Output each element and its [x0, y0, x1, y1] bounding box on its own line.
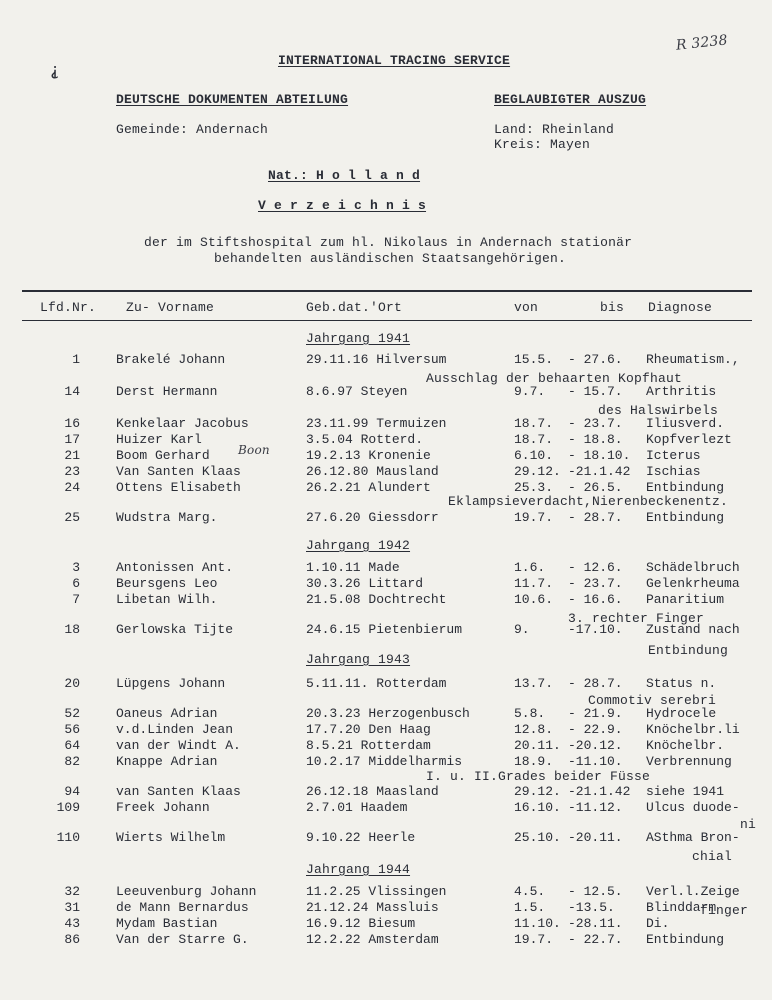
col-header-diag: Diagnose: [648, 300, 713, 315]
row-birth: 1.10.11 Made: [306, 560, 400, 575]
year-heading-1942: Jahrgang 1942: [306, 538, 411, 553]
row-name: Antonissen Ant.: [116, 560, 234, 575]
row-number: 16: [64, 416, 80, 431]
row-from: 15.5.: [514, 352, 554, 367]
org-title: INTERNATIONAL TRACING SERVICE: [278, 53, 511, 68]
row-from: 6.10.: [514, 448, 554, 463]
col-header-nr: Lfd.Nr.: [40, 300, 97, 315]
row-name: Lüpgens Johann: [116, 676, 226, 691]
row-diagnosis: Status n.: [646, 676, 717, 691]
row-diagnosis: Icterus: [646, 448, 701, 463]
row-from: 16.10.: [514, 800, 561, 815]
row-number: 14: [64, 384, 80, 399]
diagnosis-continuation: Commotiv serebri: [588, 693, 717, 708]
row-to: - 23.7.: [568, 416, 623, 431]
diagnosis-continuation: 3. rechter Finger: [568, 611, 705, 626]
row-from: 5.8.: [514, 706, 546, 721]
row-from: 29.12.: [514, 464, 561, 479]
diagnosis-continuation: Eklampsieverdacht,Nierenbeckenentz.: [448, 494, 729, 509]
row-number: 25: [64, 510, 80, 525]
row-birth: 26.2.21 Alundert: [306, 480, 431, 495]
row-name: Leeuvenburg Johann: [116, 884, 257, 899]
row-birth: 23.11.99 Termuizen: [306, 416, 447, 431]
row-to: - 21.9.: [568, 706, 623, 721]
row-from: 18.7.: [514, 416, 554, 431]
row-to: - 23.7.: [568, 576, 623, 591]
row-name: Van Santen Klaas: [116, 464, 241, 479]
row-from: 12.8.: [514, 722, 554, 737]
row-from: 13.7.: [514, 676, 554, 691]
row-birth: 17.7.20 Den Haag: [306, 722, 431, 737]
row-birth: 26.12.18 Maasland: [306, 784, 439, 799]
row-name: v.d.Linden Jean: [116, 722, 234, 737]
row-diagnosis: Iliusverd.: [646, 416, 725, 431]
row-birth: 10.2.17 Middelharmis: [306, 754, 463, 769]
diagnosis-continuation: I. u. II.Grades beider Füsse: [426, 769, 651, 784]
col-header-geb: Geb.dat.'Ort: [306, 300, 403, 315]
row-from: 1.6.: [514, 560, 546, 575]
row-from: 19.7.: [514, 932, 554, 947]
diagnosis-continuation: chial: [692, 849, 733, 864]
row-number: 21: [64, 448, 80, 463]
row-from: 11.7.: [514, 576, 554, 591]
row-to: -17.10.: [568, 622, 623, 637]
row-diagnosis: Ulcus duode-: [646, 800, 740, 815]
row-birth: 12.2.22 Amsterdam: [306, 932, 439, 947]
row-number: 7: [72, 592, 80, 607]
row-to: -11.10.: [568, 754, 623, 769]
row-from: 9.7.: [514, 384, 546, 399]
row-diagnosis: Knöchelbr.li: [646, 722, 740, 737]
diagnosis-continuation: Entbindung: [648, 643, 729, 658]
row-to: - 18.10.: [568, 448, 631, 463]
row-diagnosis: Knöchelbr.: [646, 738, 725, 753]
row-name: Gerlowska Tijte: [116, 622, 234, 637]
row-birth: 30.3.26 Littard: [306, 576, 424, 591]
margin-note: R 3238: [675, 32, 729, 54]
row-name: Wudstra Marg.: [116, 510, 218, 525]
row-diagnosis: ASthma Bron-: [646, 830, 740, 845]
row-from: 20.11.: [514, 738, 561, 753]
row-number: 109: [56, 800, 80, 815]
diagnosis-continuation: ni: [740, 817, 757, 832]
dept-title: DEUTSCHE DOKUMENTEN ABTEILUNG: [116, 92, 349, 107]
row-diagnosis: Zustand nach: [646, 622, 740, 637]
row-number: 24: [64, 480, 80, 495]
row-diagnosis: Blinddarm: [646, 900, 717, 915]
year-heading-1941: Jahrgang 1941: [306, 331, 411, 346]
row-to: -11.12.: [568, 800, 623, 815]
row-name: Knappe Adrian: [116, 754, 218, 769]
row-name: Brakelé Johann: [116, 352, 226, 367]
row-number: 32: [64, 884, 80, 899]
row-diagnosis: Verl.l.Zeige: [646, 884, 740, 899]
row-number: 64: [64, 738, 80, 753]
row-number: 94: [64, 784, 80, 799]
row-birth: 24.6.15 Pietenbierum: [306, 622, 463, 637]
row-number: 6: [72, 576, 80, 591]
row-number: 82: [64, 754, 80, 769]
row-birth: 27.6.20 Giessdorr: [306, 510, 439, 525]
row-number: 52: [64, 706, 80, 721]
row-diagnosis: Schädelbruch: [646, 560, 740, 575]
row-name: Mydam Bastian: [116, 916, 218, 931]
row-to: - 28.7.: [568, 676, 623, 691]
diagnosis-continuation: Ausschlag der behaarten Kopfhaut: [426, 371, 683, 386]
row-to: - 28.7.: [568, 510, 623, 525]
row-birth: 2.7.01 Haadem: [306, 800, 408, 815]
kreis: Kreis: Mayen: [494, 137, 591, 152]
year-heading-1944: Jahrgang 1944: [306, 862, 411, 877]
row-diagnosis: Verbrennung: [646, 754, 732, 769]
rule-header: [22, 320, 752, 321]
row-from: 25.3.: [514, 480, 554, 495]
handwritten-correction: Boon: [238, 443, 270, 457]
row-name: Huizer Karl: [116, 432, 202, 447]
row-number: 23: [64, 464, 80, 479]
row-birth: 21.5.08 Dochtrecht: [306, 592, 447, 607]
row-name: de Mann Bernardus: [116, 900, 249, 915]
land: Land: Rheinland: [494, 122, 615, 137]
col-header-bis: bis: [600, 300, 625, 315]
row-name: Kenkelaar Jacobus: [116, 416, 249, 431]
row-birth: 20.3.23 Herzogenbusch: [306, 706, 470, 721]
diagnosis-continuation: finger: [700, 903, 749, 918]
row-number: 43: [64, 916, 80, 931]
diagnosis-continuation: des Halswirbels: [598, 403, 719, 418]
row-to: -20.12.: [568, 738, 623, 753]
row-diagnosis: Rheumatism.,: [646, 352, 740, 367]
row-birth: 5.11.11. Rotterdam: [306, 676, 447, 691]
row-birth: 19.2.13 Kronenie: [306, 448, 431, 463]
row-diagnosis: Kopfverlezt: [646, 432, 732, 447]
row-name: van Santen Klaas: [116, 784, 241, 799]
row-name: Oaneus Adrian: [116, 706, 218, 721]
row-name: Derst Hermann: [116, 384, 218, 399]
row-from: 29.12.: [514, 784, 561, 799]
row-diagnosis: Gelenkrheuma: [646, 576, 740, 591]
row-name: Boom Gerhard: [116, 448, 210, 463]
row-to: -20.11.: [568, 830, 623, 845]
row-name: Van der Starre G.: [116, 932, 249, 947]
row-name: Libetan Wilh.: [116, 592, 218, 607]
row-diagnosis: Di.: [646, 916, 670, 931]
row-to: - 15.7.: [568, 384, 623, 399]
row-diagnosis: siehe 1941: [646, 784, 725, 799]
row-birth: 16.9.12 Biesum: [306, 916, 416, 931]
row-from: 11.10.: [514, 916, 561, 931]
row-birth: 26.12.80 Mausland: [306, 464, 439, 479]
row-from: 18.9.: [514, 754, 554, 769]
row-name: Freek Johann: [116, 800, 210, 815]
row-birth: 9.10.22 Heerle: [306, 830, 416, 845]
row-to: - 12.6.: [568, 560, 623, 575]
row-birth: 8.5.21 Rotterdam: [306, 738, 431, 753]
row-to: - 26.5.: [568, 480, 623, 495]
row-diagnosis: Entbindung: [646, 510, 725, 525]
row-diagnosis: Hydrocele: [646, 706, 717, 721]
row-number: 1: [72, 352, 80, 367]
row-from: 1.5.: [514, 900, 546, 915]
row-number: 56: [64, 722, 80, 737]
list-title: V e r z e i c h n i s: [258, 198, 427, 213]
row-to: - 22.7.: [568, 932, 623, 947]
row-name: Ottens Elisabeth: [116, 480, 241, 495]
row-name: van der Windt A.: [116, 738, 241, 753]
row-to: - 18.8.: [568, 432, 623, 447]
row-diagnosis: Entbindung: [646, 932, 725, 947]
year-heading-1943: Jahrgang 1943: [306, 652, 411, 667]
row-number: 3: [72, 560, 80, 575]
row-to: -13.5.: [568, 900, 615, 915]
row-to: -21.1.42: [568, 464, 631, 479]
description-line-1: der im Stiftshospital zum hl. Nikolaus in Andernach stationär: [144, 235, 633, 250]
col-header-name: Zu- Vorname: [126, 300, 215, 315]
row-name: Beursgens Leo: [116, 576, 218, 591]
cert-title: BEGLAUBIGTER AUSZUG: [494, 92, 647, 107]
row-from: 10.6.: [514, 592, 554, 607]
col-header-von: von: [514, 300, 539, 315]
row-diagnosis: Entbindung: [646, 480, 725, 495]
row-number: 86: [64, 932, 80, 947]
row-name: Wierts Wilhelm: [116, 830, 226, 845]
row-from: 18.7.: [514, 432, 554, 447]
row-from: 25.10.: [514, 830, 561, 845]
row-diagnosis: Panaritium: [646, 592, 725, 607]
nationality: Nat.: H o l l a n d: [268, 168, 421, 183]
rule-top: [22, 290, 752, 292]
row-birth: 3.5.04 Rotterd.: [306, 432, 424, 447]
row-from: 4.5.: [514, 884, 546, 899]
description-line-2: behandelten ausländischen Staatsangehörigen.: [214, 251, 567, 266]
row-number: 20: [64, 676, 80, 691]
row-to: - 22.9.: [568, 722, 623, 737]
row-number: 18: [64, 622, 80, 637]
row-to: -21.1.42: [568, 784, 631, 799]
row-from: 19.7.: [514, 510, 554, 525]
row-to: - 12.5.: [568, 884, 623, 899]
row-number: 110: [56, 830, 80, 845]
margin-mark: ⸘: [50, 62, 60, 80]
row-birth: 11.2.25 Vlissingen: [306, 884, 447, 899]
row-diagnosis: Ischias: [646, 464, 701, 479]
row-diagnosis: Arthritis: [646, 384, 717, 399]
gemeinde: Gemeinde: Andernach: [116, 122, 269, 137]
row-to: -28.11.: [568, 916, 623, 931]
row-birth: 21.12.24 Massluis: [306, 900, 439, 915]
row-birth: 29.11.16 Hilversum: [306, 352, 447, 367]
row-to: - 16.6.: [568, 592, 623, 607]
row-birth: 8.6.97 Steyen: [306, 384, 408, 399]
row-number: 17: [64, 432, 80, 447]
row-from: 9.: [514, 622, 530, 637]
row-to: - 27.6.: [568, 352, 623, 367]
row-number: 31: [64, 900, 80, 915]
